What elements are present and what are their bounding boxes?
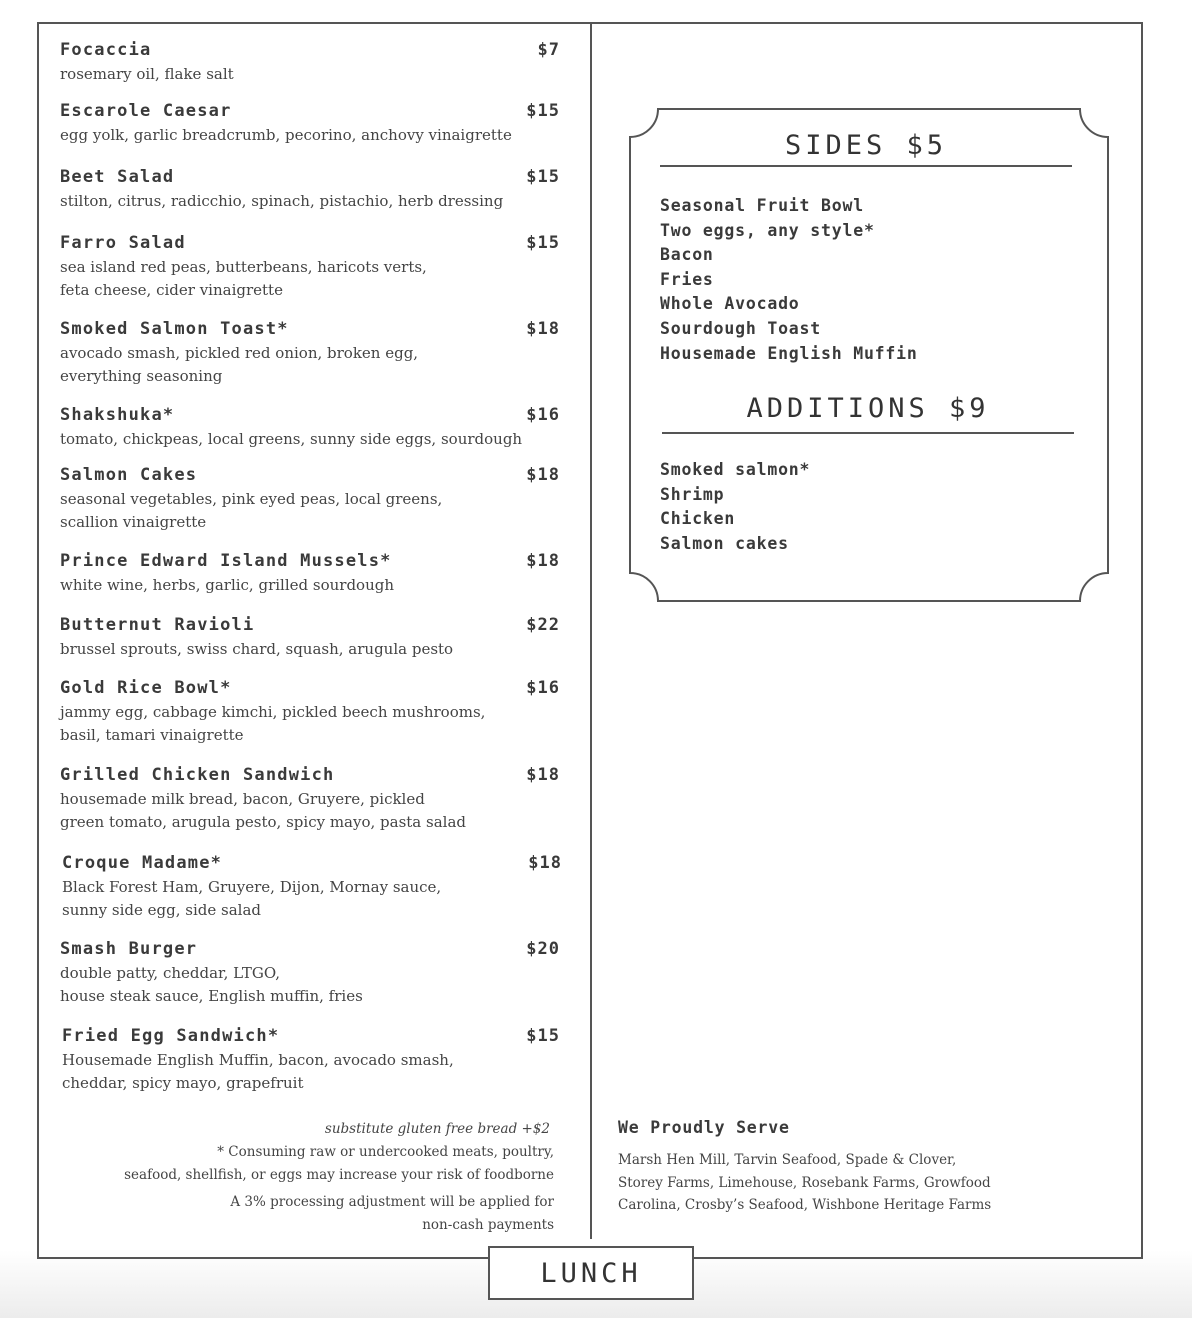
addition-item: Smoked salmon* (660, 460, 811, 479)
menu-item (60, 39, 560, 86)
processing-note-line: non-cash payments (422, 1217, 554, 1233)
serve-title: We Proudly Serve (618, 1118, 790, 1137)
item-name: Smoked Salmon Toast* (60, 319, 289, 339)
menu-item (62, 1025, 560, 1094)
item-name: Escarole Caesar (60, 101, 232, 121)
sides-heading: SIDES $5 (784, 130, 948, 161)
raw-warning-line: * Consuming raw or undercooked meats, poultry, (217, 1144, 554, 1160)
menu-item (60, 677, 560, 746)
item-price: $18 (528, 853, 562, 873)
item-description: sea island red peas, butterbeans, haricots verts, feta cheese, cider vinaigrette (60, 258, 427, 299)
item-description: avocado smash, pickled red onion, broken egg, everything seasoning (60, 344, 419, 385)
supplier-line: Carolina, Crosby’s Seafood, Wishbone Heritage Farms (618, 1197, 992, 1213)
raw-warning-line: seafood, shellfish, or eggs may increase your risk of foodborne (124, 1167, 554, 1183)
item-price: $15 (526, 1026, 560, 1046)
item-name: Focaccia (60, 40, 152, 60)
item-name: Prince Edward Island Mussels* (60, 551, 392, 571)
side-item: Bacon (660, 245, 714, 265)
item-price: $16 (526, 405, 560, 425)
menu-item (62, 852, 562, 921)
item-name: Fried Egg Sandwich* (62, 1026, 280, 1046)
addition-item: Chicken (660, 509, 736, 529)
additions-rule (662, 432, 1074, 434)
item-description: rosemary oil, flake salt (60, 65, 234, 83)
item-description: Black Forest Ham, Gruyere, Dijon, Mornay sauce, sunny side egg, side salad (62, 878, 442, 919)
item-description: jammy egg, cabbage kimchi, pickled beech mushrooms, basil, tamari vinaigrette (60, 703, 486, 744)
item-name: Butternut Ravioli (60, 615, 255, 635)
item-name: Smash Burger (60, 939, 198, 959)
item-description: double patty, cheddar, LTGO, house steak sauce, English muffin, fries (60, 964, 363, 1005)
sides-list (660, 194, 918, 366)
item-price: $18 (526, 319, 560, 339)
item-price: $18 (526, 551, 560, 571)
additions-heading: ADDITIONS $9 (746, 393, 990, 424)
item-name: Grilled Chicken Sandwich (60, 765, 335, 785)
item-price: $15 (526, 101, 560, 121)
tab-label: LUNCH (540, 1257, 642, 1289)
menu-item (60, 166, 560, 213)
side-item: Fries (660, 269, 714, 289)
item-description: white wine, herbs, garlic, grilled sourdough (60, 576, 394, 594)
column-divider (590, 22, 592, 1239)
item-price: $20 (526, 939, 560, 959)
item-price: $18 (526, 465, 560, 485)
menu-item (60, 550, 560, 597)
item-description: tomato, chickpeas, local greens, sunny side eggs, sourdough (60, 430, 523, 448)
additions-list (660, 458, 810, 556)
item-name: Gold Rice Bowl* (60, 678, 232, 698)
supplier-line: Storey Farms, Limehouse, Rosebank Farms, Growfood (618, 1174, 991, 1191)
addition-item: Shrimp (660, 484, 725, 504)
side-item: Whole Avocado (660, 294, 800, 314)
addition-item: Salmon cakes (660, 533, 789, 553)
menu-item (60, 938, 560, 1007)
item-price: $15 (526, 167, 560, 187)
menu-item (60, 318, 560, 387)
item-description: egg yolk, garlic breadcrumb, pecorino, anchovy vinaigrette (60, 126, 512, 144)
item-price: $7 (537, 40, 560, 60)
item-description: Housemade English Muffin, bacon, avocado smash, cheddar, spicy mayo, grapefruit (62, 1051, 454, 1092)
side-item: Two eggs, any style* (660, 220, 875, 240)
menu-item (60, 464, 560, 533)
serve-suppliers (618, 1149, 1038, 1217)
menu-item (60, 764, 560, 833)
item-price: $18 (526, 765, 560, 785)
menu-item (60, 404, 560, 451)
item-description: stilton, citrus, radicchio, spinach, pistachio, herb dressing (60, 192, 504, 210)
item-price: $22 (526, 615, 560, 635)
item-description: brussel sprouts, swiss chard, squash, arugula pesto (60, 640, 454, 658)
gluten-free-note: substitute gluten free bread +$2 (324, 1121, 550, 1137)
item-price: $15 (526, 233, 560, 253)
side-item: Seasonal Fruit Bowl (660, 196, 864, 215)
item-price: $16 (526, 678, 560, 698)
menu-item (60, 232, 560, 301)
item-name: Shakshuka* (60, 405, 175, 425)
item-name: Beet Salad (60, 167, 175, 187)
footnotes (74, 1118, 554, 1237)
menu-item (60, 614, 560, 661)
sides-rule (660, 165, 1072, 167)
side-item: Sourdough Toast (660, 318, 822, 338)
menu-section-tab (488, 1246, 694, 1300)
supplier-line: Marsh Hen Mill, Tarvin Seafood, Spade & Clover, (618, 1152, 957, 1168)
item-name: Croque Madame* (62, 853, 223, 873)
processing-note-line: A 3% processing adjustment will be applied for (230, 1194, 554, 1210)
side-item: Housemade English Muffin (660, 343, 918, 363)
item-name: Farro Salad (60, 233, 186, 253)
item-name: Salmon Cakes (60, 465, 198, 485)
menu-item (60, 100, 560, 147)
item-description: seasonal vegetables, pink eyed peas, local greens, scallion vinaigrette (60, 490, 443, 531)
item-description: housemade milk bread, bacon, Gruyere, pickled green tomato, arugula pesto, spicy mayo, pasta salad (60, 790, 467, 831)
